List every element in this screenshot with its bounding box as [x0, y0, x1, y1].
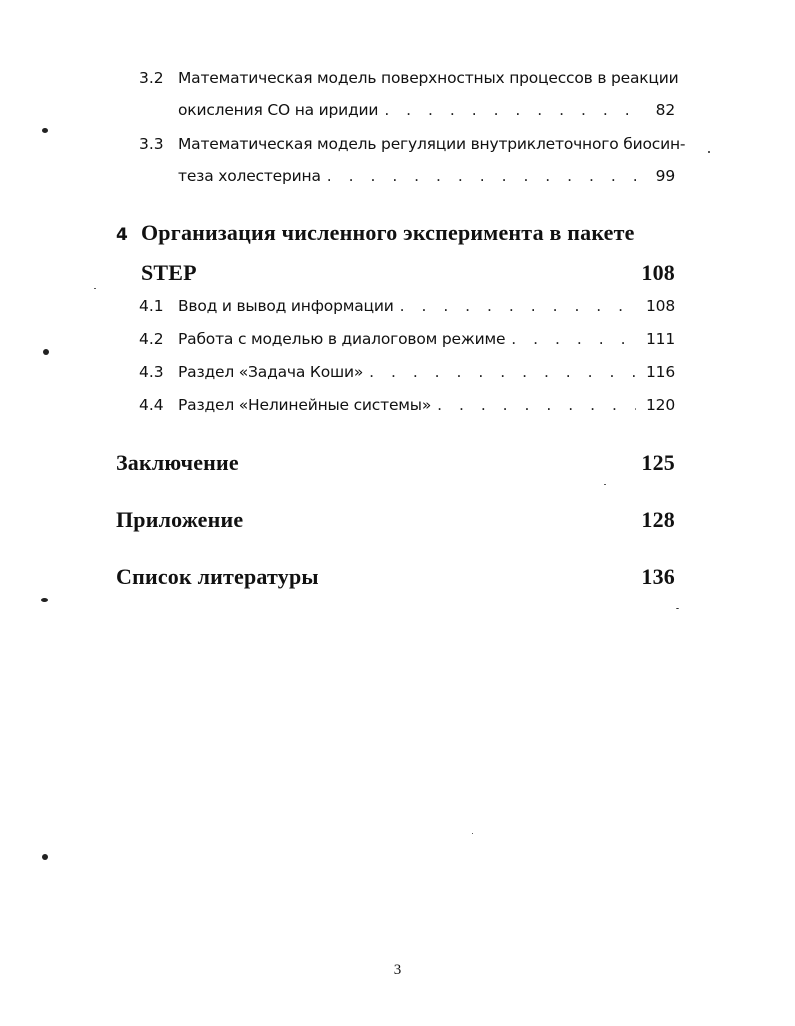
toc-entry-title: Работа с моделью в диалоговом режиме: [178, 330, 506, 348]
toc-entry-title: Математическая модель поверхностных процессов в реакции: [178, 69, 679, 87]
toc-entry-number: 4.2: [139, 330, 164, 348]
toc-entry-number: 3.2: [139, 69, 164, 87]
toc-page-number: 120: [646, 396, 675, 414]
chapter-number: 4: [116, 225, 128, 245]
toc-page-number: 125: [641, 450, 675, 475]
scan-speck: [41, 598, 48, 602]
toc-entry-number: 4.1: [139, 297, 164, 315]
toc-entry-title: Математическая модель регуляции внутриклеточного биосин-: [178, 135, 686, 153]
toc-conclusion: [116, 450, 675, 476]
scan-speck: [604, 484, 606, 485]
toc-chapter-title: Список литературы: [116, 564, 319, 589]
leader-dots: [400, 297, 636, 315]
toc-entry-title: Ввод и вывод информации: [178, 297, 394, 315]
scan-speck: [708, 151, 710, 153]
toc-page-number: 136: [641, 564, 675, 589]
toc-entry-title: Раздел «Нелинейные системы»: [178, 396, 432, 414]
chapter-title: Организация численного эксперимента в пакете: [141, 220, 635, 245]
toc-entry-number: 3.3: [139, 135, 164, 153]
toc-page-number: 116: [646, 363, 675, 381]
scan-speck: [94, 288, 96, 289]
leader-dots: [327, 167, 646, 185]
scan-speck: [472, 833, 473, 834]
toc-appendix: [116, 507, 675, 533]
toc-entry-title-continued: теза холестерина: [178, 167, 321, 185]
chapter-title-continued: STEP: [141, 260, 197, 285]
toc-page-number: 82: [655, 101, 675, 119]
toc-page-number: 128: [641, 507, 675, 532]
leader-dots: [511, 330, 636, 348]
leader-dots: [369, 363, 636, 381]
scan-speck: [42, 854, 48, 860]
toc-chapter-title: Заключение: [116, 450, 239, 475]
toc-page-number: 99: [655, 167, 675, 185]
toc-page-number: 111: [646, 330, 675, 348]
toc-page-number: 108: [641, 260, 675, 285]
page-number-footer: 3: [393, 962, 402, 978]
scan-speck: [43, 349, 49, 355]
toc-entry-number: 4.3: [139, 363, 164, 381]
scan-speck: [42, 128, 48, 133]
scan-speck: [676, 608, 679, 609]
toc-chapter-title: Приложение: [116, 507, 244, 532]
toc-references: [116, 564, 675, 590]
toc-entry-title: Раздел «Задача Коши»: [178, 363, 364, 381]
toc-page-number: 108: [646, 297, 675, 315]
leader-dots: [384, 101, 645, 119]
toc-entry-title-continued: окисления СО на иридии: [178, 101, 379, 119]
leader-dots: [437, 396, 636, 414]
toc-entry-number: 4.4: [139, 396, 164, 414]
